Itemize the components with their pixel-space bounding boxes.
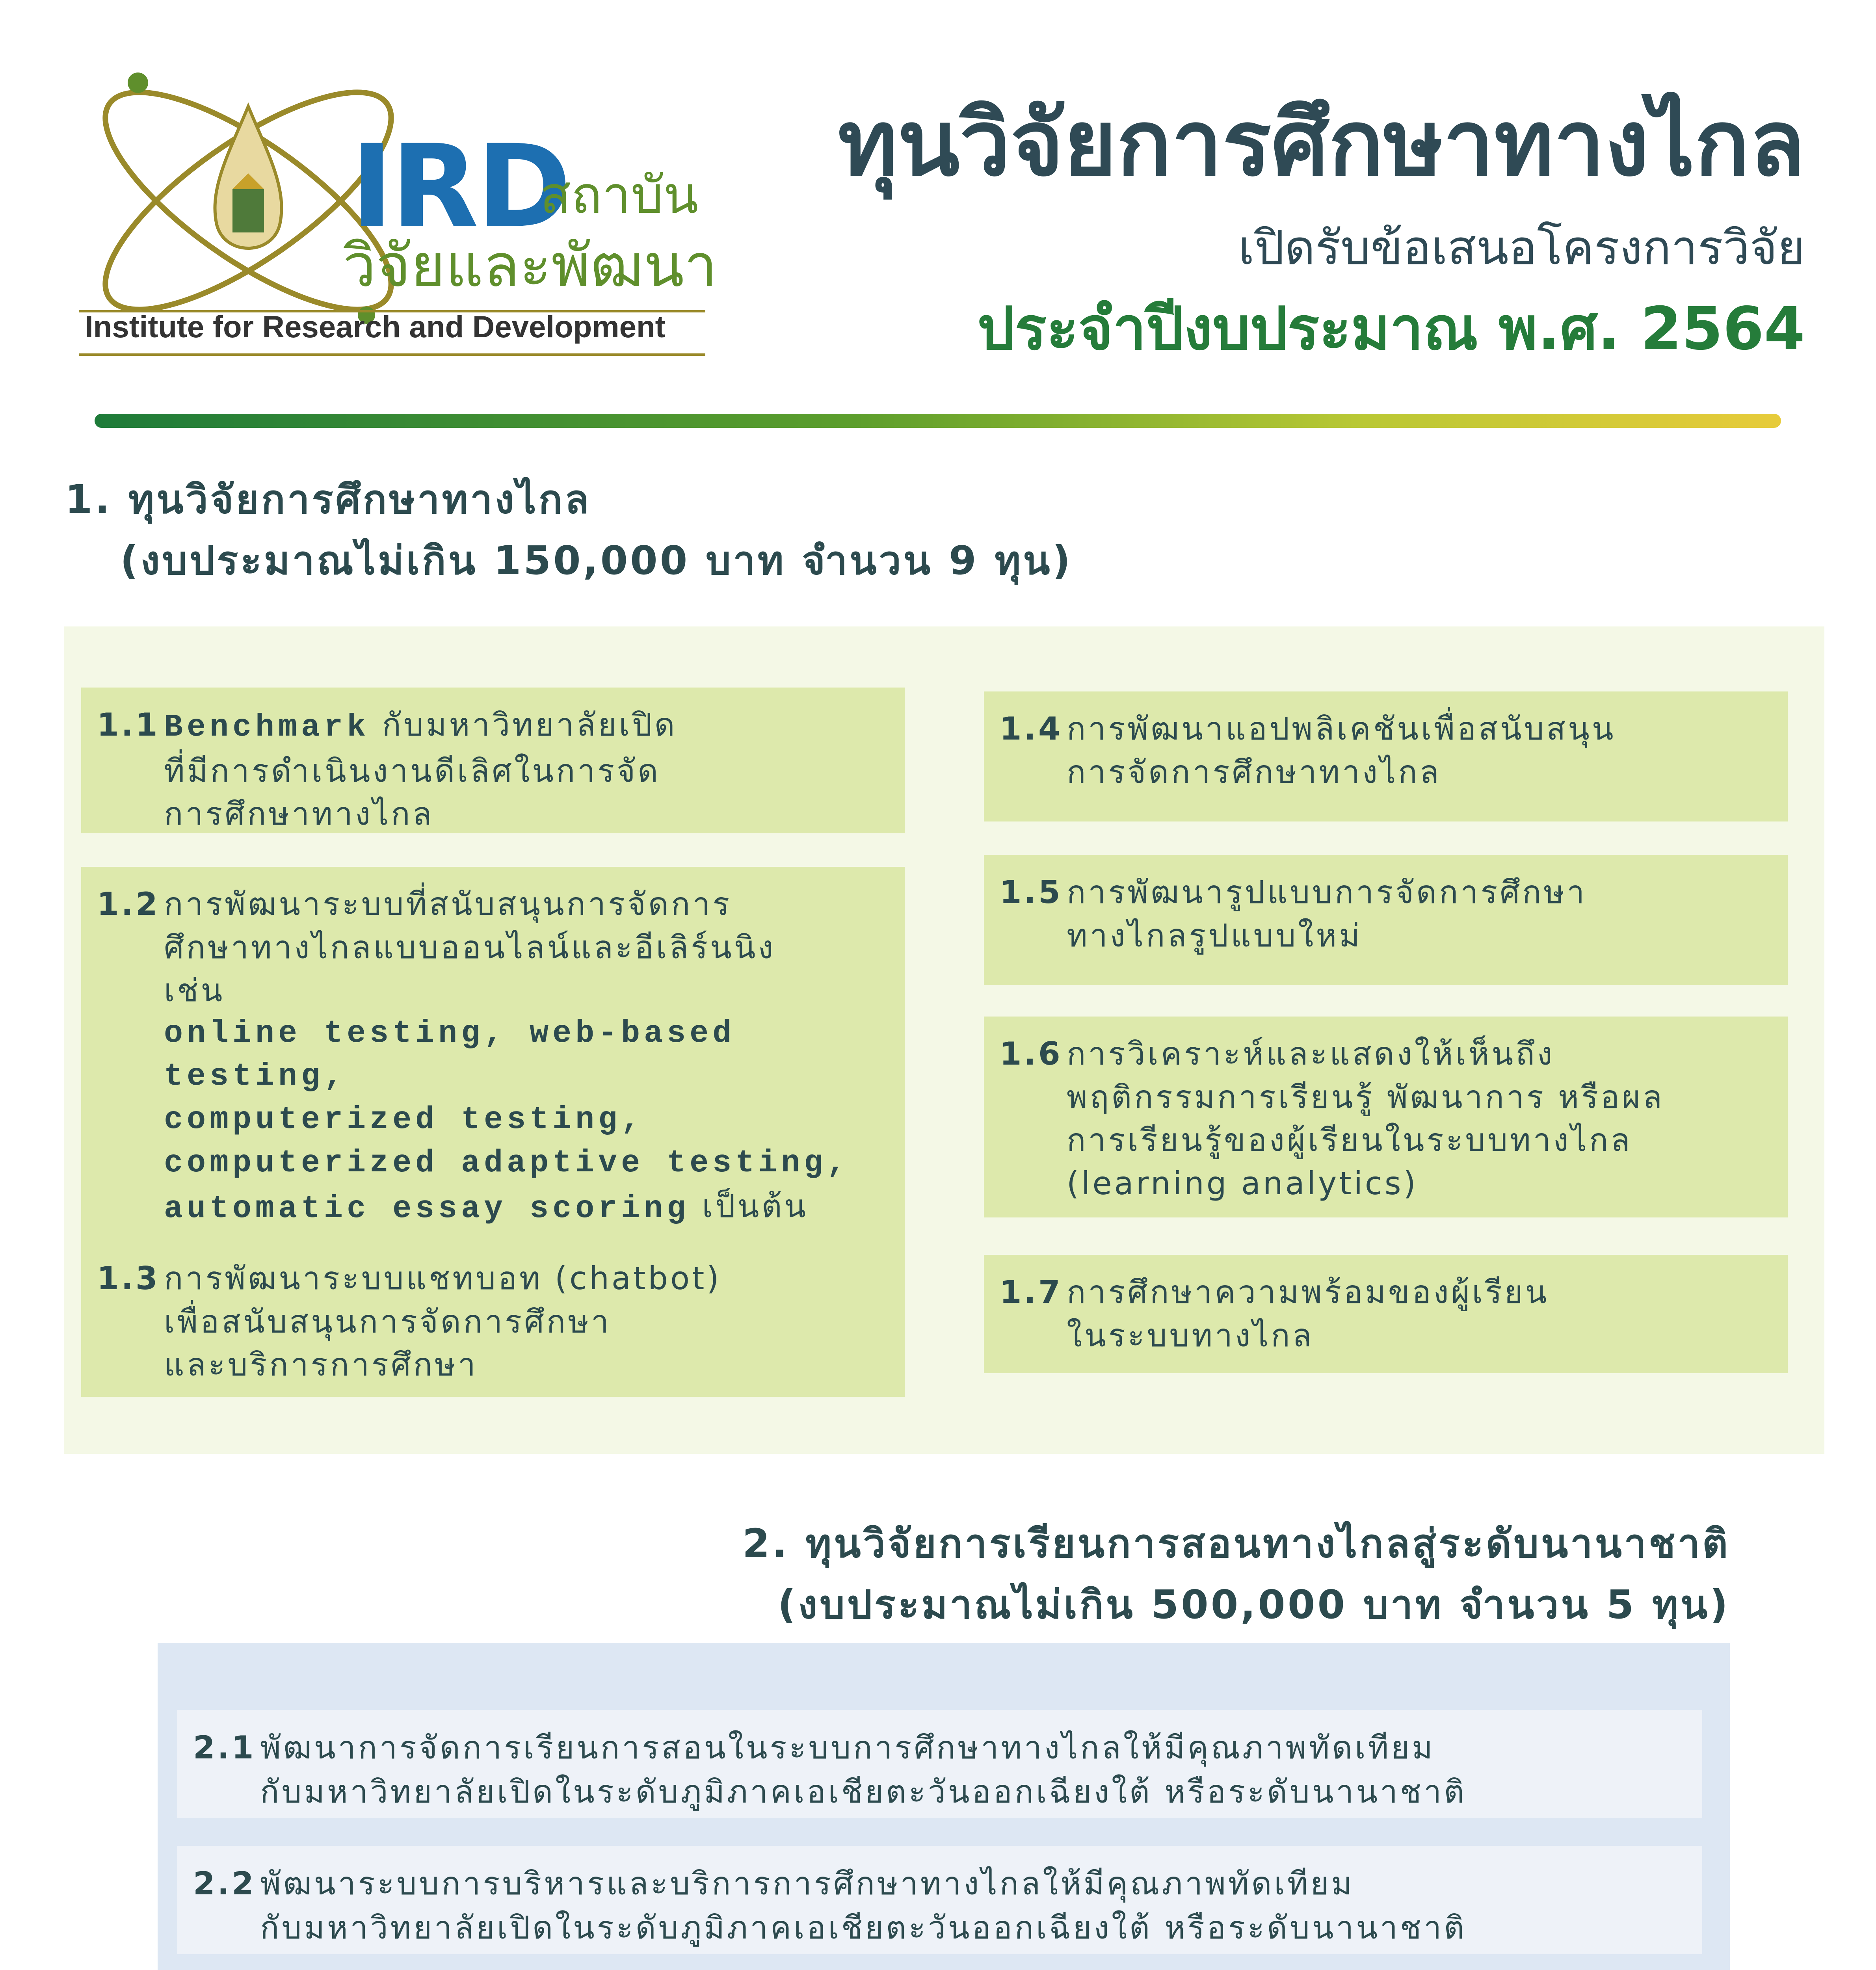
fiscal-year: ประจำปีงบประมาณ พ.ศ. 2564 <box>977 295 1805 363</box>
item-1-6 <box>984 1017 1788 1217</box>
item-number: 1.5 <box>1000 874 1063 911</box>
item-1-2 <box>81 867 905 1261</box>
item-text-english: online testing, web-based testing, <box>164 1015 736 1095</box>
section1-panel <box>64 626 1824 1454</box>
item-text: เป็นต้น <box>702 1188 809 1225</box>
item-text-english: automatic essay scoring <box>164 1191 690 1227</box>
item-text: การจัดการศึกษาทางไกล <box>1067 753 1441 790</box>
item-text: การพัฒนาระบบที่สนับสนุนการจัดการ <box>164 886 732 922</box>
header-divider <box>95 414 1781 428</box>
item-number: 1.4 <box>1000 710 1063 747</box>
item-text: พฤติกรรมการเรียนรู้ พัฒนาการ หรือผล <box>1067 1078 1664 1115</box>
logo-english-name: Institute for Research and Development <box>85 309 666 344</box>
logo-ird-text: IRD <box>351 121 569 253</box>
item-1-3 <box>81 1241 905 1397</box>
item-1-4 <box>984 691 1788 821</box>
logo-thai-sathaban: สถาบัน <box>540 165 699 225</box>
item-text: พัฒนาการจัดการเรียนการสอนในระบบการศึกษาทางไกลให้มีคุณภาพทัดเทียม <box>260 1729 1435 1766</box>
section1-budget: (งบประมาณไม่เกิน 150,000 บาท จำนวน 9 ทุน) <box>120 537 1073 584</box>
item-text: กับมหาวิทยาลัยเปิด <box>382 706 677 743</box>
item-text: เช่น <box>164 972 225 1009</box>
section1-title: 1. ทุนวิจัยการศึกษาทางไกล <box>65 476 591 522</box>
page-subtitle: เปิดรับข้อเสนอโครงการวิจัย <box>1238 221 1805 275</box>
item-text: พัฒนาระบบการบริหารและบริการการศึกษาทางไกลให้มีคุณภาพทัดเทียม <box>260 1865 1355 1902</box>
item-text: และบริการการศึกษา <box>164 1346 478 1383</box>
item-text: การพัฒนาแอปพลิเคชันเพื่อสนับสนุน <box>1067 710 1616 747</box>
item-1-7 <box>984 1255 1788 1373</box>
section2-title: 2. ทุนวิจัยการเรียนการสอนทางไกลสู่ระดับนานาชาติ <box>742 1520 1730 1567</box>
section1-heading <box>65 469 1073 591</box>
section2-heading <box>742 1513 1730 1635</box>
item-text: ที่มีการดำเนินงานดีเลิศในการจัด <box>164 752 661 789</box>
item-text: กับมหาวิทยาลัยเปิดในระดับภูมิภาคเอเชียตะวันออกเฉียงใต้ หรือระดับนานาชาติ <box>260 1909 1467 1946</box>
section2-panel <box>158 1643 1730 1970</box>
item-text: (learning analytics) <box>1067 1165 1418 1202</box>
item-text: กับมหาวิทยาลัยเปิดในระดับภูมิภาคเอเชียตะวันออกเฉียงใต้ หรือระดับนานาชาติ <box>260 1773 1467 1810</box>
item-text: การศึกษาความพร้อมของผู้เรียน <box>1067 1274 1549 1310</box>
item-number: 1.1 <box>97 706 160 743</box>
item-text: การเรียนรู้ของผู้เรียนในระบบทางไกล <box>1067 1122 1632 1159</box>
item-1-1 <box>81 688 905 833</box>
item-number: 1.3 <box>97 1260 160 1297</box>
section2-budget: (งบประมาณไม่เกิน 500,000 บาท จำนวน 5 ทุน) <box>777 1582 1730 1628</box>
item-text: การวิเคราะห์และแสดงให้เห็นถึง <box>1067 1035 1555 1072</box>
item-number: 2.1 <box>193 1729 256 1766</box>
page-title: ทุนวิจัยการศึกษาทางไกล <box>838 91 1805 196</box>
item-number: 1.2 <box>97 886 160 922</box>
item-text: เพื่อสนับสนุนการจัดการศึกษา <box>164 1303 611 1340</box>
item-text: การศึกษาทางไกล <box>164 795 434 833</box>
item-text: ทางไกลรูปแบบใหม่ <box>1067 917 1362 954</box>
item-lead: Benchmark <box>164 710 370 745</box>
item-text-english: computerized testing, <box>164 1102 644 1138</box>
item-text: ในระบบทางไกล <box>1067 1317 1314 1354</box>
item-number: 1.7 <box>1000 1274 1063 1310</box>
item-text: การพัฒนาระบบแชทบอท (chatbot) <box>164 1260 721 1297</box>
item-2-2 <box>177 1846 1702 1954</box>
item-1-5 <box>984 855 1788 985</box>
item-text: ศึกษาทางไกลแบบออนไลน์และอีเลิร์นนิง <box>164 929 776 966</box>
item-2-1 <box>177 1710 1702 1818</box>
item-number: 2.2 <box>193 1865 256 1902</box>
item-text-english: computerized adaptive testing, <box>164 1145 850 1181</box>
item-text: การพัฒนารูปแบบการจัดการศึกษา <box>1067 874 1587 911</box>
logo-thai-wichai: วิจัยและพัฒนา <box>343 232 718 300</box>
item-number: 1.6 <box>1000 1035 1063 1072</box>
